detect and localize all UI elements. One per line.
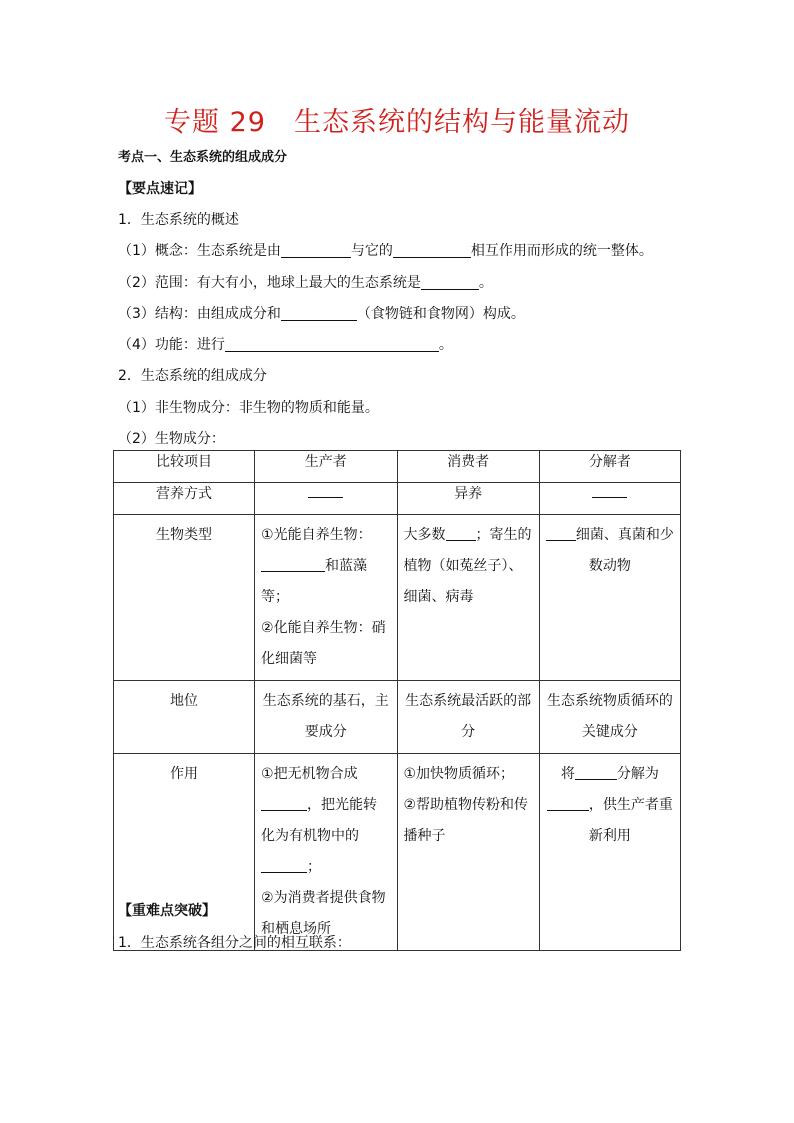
abiotic-line: （1）非生物成分：非生物的物质和能量。	[118, 400, 379, 416]
type-decomposer-d1: 细菌、真菌和少数动物	[575, 527, 674, 574]
comparison-table	[113, 450, 681, 951]
kaodian-heading: 考点一、生态系统的组成成分	[118, 150, 288, 165]
overview-heading: 1．生态系统的概述	[118, 212, 239, 228]
type-label-cell	[114, 515, 255, 681]
function-text-b: 。	[438, 337, 453, 353]
position-label: 地位	[170, 693, 199, 709]
type-label: 生物类型	[156, 527, 213, 543]
blank-1[interactable]	[281, 243, 351, 258]
role-decomposer-cell	[539, 754, 680, 951]
blank-2[interactable]	[393, 243, 471, 258]
blank-nutrition-decomposer[interactable]	[592, 483, 627, 498]
scope-text-a: （2）范围：有大有小，地球上最大的生态系统是	[118, 275, 421, 291]
function-text-a: （4）功能：进行	[118, 337, 225, 353]
scope-line	[118, 272, 493, 292]
structure-line	[118, 303, 525, 323]
blank-role-decomposer-2[interactable]	[547, 796, 589, 811]
type-producer-p3: ②化能自养生物：硝化细菌等	[261, 620, 386, 667]
blank-type-consumer[interactable]	[446, 526, 476, 541]
blank-5[interactable]	[225, 337, 439, 352]
concept-text-c: 相互作用而形成的统一整体。	[470, 243, 653, 259]
biotic-line: （2）生物成分：	[118, 431, 225, 447]
table-row	[114, 483, 681, 515]
type-consumer-c1: 大多数	[403, 527, 446, 543]
type-consumer-cell	[397, 515, 539, 681]
blank-role-decomposer-1[interactable]	[575, 765, 617, 780]
table-row	[114, 515, 681, 681]
role-decomposer-d2: 分解为	[616, 766, 659, 782]
relations-heading: 1．生态系统各组分之间的相互联系：	[118, 935, 351, 951]
structure-text-b: （食物链和食物网）构成。	[356, 306, 525, 322]
role-producer-cell	[255, 754, 397, 951]
blank-type-decomposer[interactable]	[546, 526, 576, 541]
position-producer: 生态系统的基石，主要成分	[262, 693, 389, 740]
scope-text-b: 。	[478, 275, 493, 291]
type-producer-p2: 和蓝藻等；	[261, 558, 368, 605]
position-decomposer: 生态系统物质循环的关键成分	[546, 693, 673, 740]
role-consumer-c1: ①加快物质循环；	[403, 766, 515, 782]
role-producer-p3: ；	[307, 859, 322, 875]
nutrition-label: 营养方式	[114, 483, 255, 515]
yaodian-heading: 【要点速记】	[118, 181, 202, 197]
type-producer-p1: ①光能自养生物：	[261, 527, 372, 543]
nutrition-consumer: 异养	[397, 483, 539, 515]
header-decomposer: 分解者	[539, 451, 680, 483]
role-producer-p2: ，把光能转化为有机物中的	[261, 797, 378, 844]
role-consumer-cell	[397, 754, 539, 951]
page-title: 专题 29 生态系统的结构与能量流动	[164, 107, 630, 138]
blank-type-producer[interactable]	[261, 557, 325, 572]
type-decomposer-cell	[539, 515, 680, 681]
header-producer: 生产者	[255, 451, 397, 483]
role-label-cell	[114, 754, 255, 951]
position-producer-cell	[255, 681, 397, 754]
structure-text-a: （3）结构：由组成成分和	[118, 306, 281, 322]
role-consumer-c2: ②帮助植物传粉和传播种子	[403, 797, 529, 844]
blank-nutrition-producer[interactable]	[308, 483, 343, 498]
blank-4[interactable]	[281, 306, 357, 321]
position-label-cell	[114, 681, 255, 754]
role-decomposer-d3: ，供生产者重新利用	[588, 797, 673, 844]
header-consumer: 消费者	[397, 451, 539, 483]
function-line	[118, 334, 453, 354]
role-decomposer-d1: 将	[560, 766, 575, 782]
table-row	[114, 754, 681, 951]
type-consumer-c2: ；寄生的植物（如菟丝子）、细菌、病毒	[403, 527, 532, 605]
type-producer-cell	[255, 515, 397, 681]
header-item: 比较项目	[114, 451, 255, 483]
zhongnan-heading: 【重难点突破】	[118, 903, 216, 919]
concept-text-a: （1）概念：生态系统是由	[118, 243, 281, 259]
role-producer-p1: ①把无机物合成	[261, 766, 358, 782]
concept-text-b: 与它的	[350, 243, 393, 259]
concept-line	[118, 240, 653, 260]
blank-role-producer-1[interactable]	[261, 796, 307, 811]
blank-role-producer-2[interactable]	[261, 858, 307, 873]
components-heading: 2．生态系统的组成成分	[118, 368, 267, 384]
blank-3[interactable]	[421, 275, 479, 290]
table-row	[114, 451, 681, 483]
nutrition-decomposer-cell	[539, 483, 680, 515]
role-producer-p4: ②为消费者提供食物和栖息场所	[261, 890, 386, 937]
position-consumer-cell	[397, 681, 539, 754]
role-label: 作用	[170, 766, 199, 782]
nutrition-producer-cell	[255, 483, 397, 515]
position-decomposer-cell	[539, 681, 680, 754]
position-consumer: 生态系统最活跃的部分	[405, 693, 532, 740]
table-row	[114, 681, 681, 754]
